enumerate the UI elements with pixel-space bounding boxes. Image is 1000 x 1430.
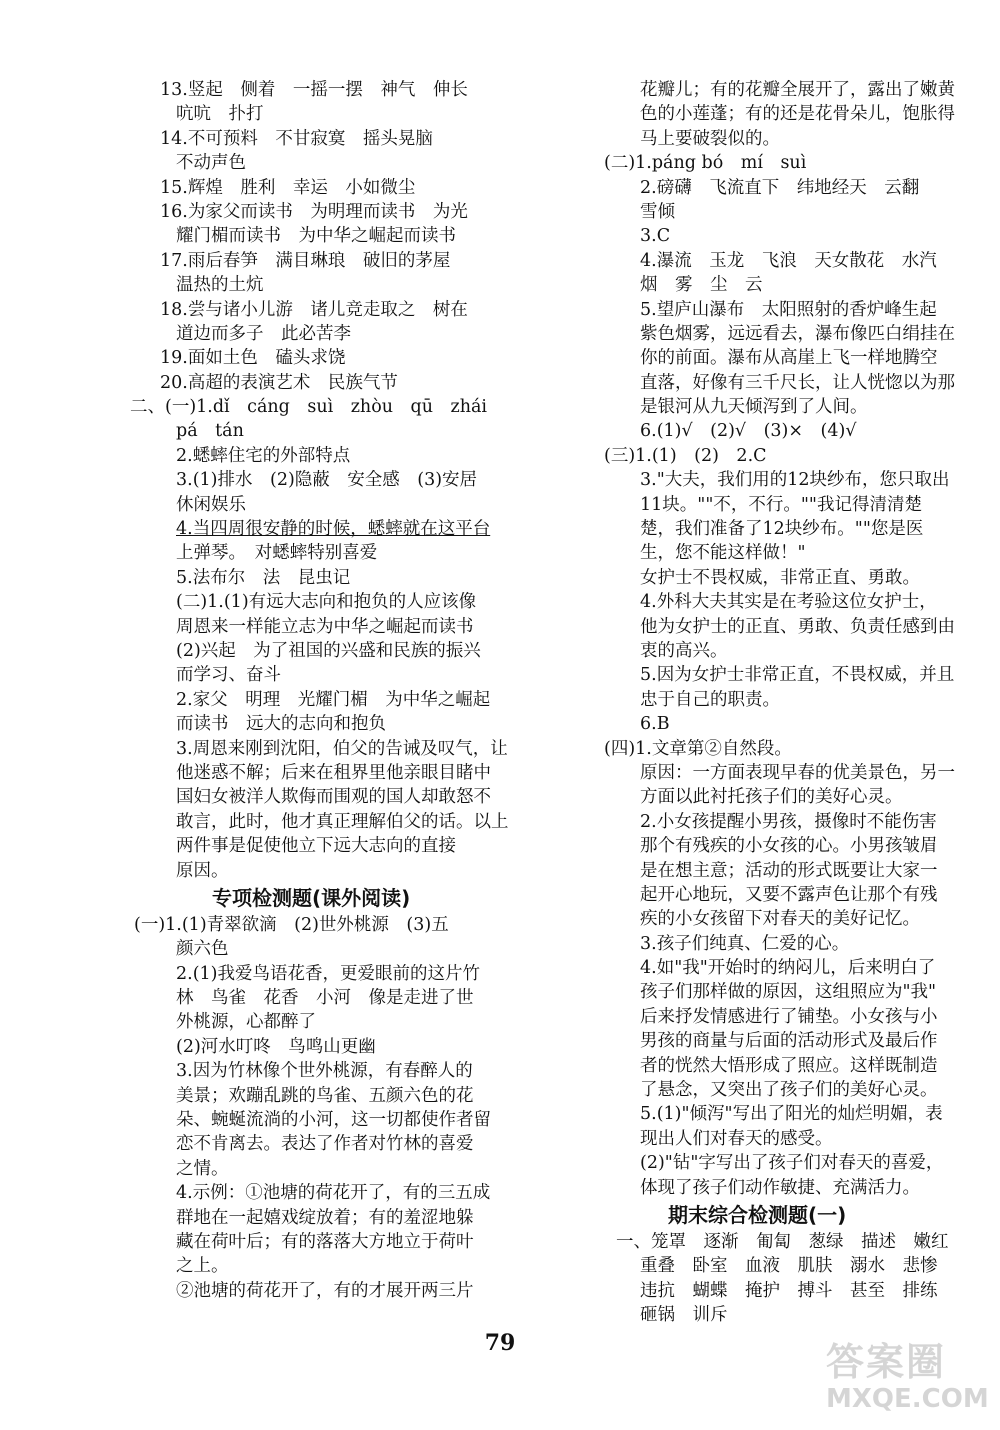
text-line: 色的小莲蓬；有的还是花骨朵儿，饱胀得 xyxy=(640,104,955,125)
text-line: 15.辉煌 胜利 幸运 小如微尘 xyxy=(160,177,416,198)
text-line: 忠于自己的职责。 xyxy=(640,689,780,710)
text-line: 恋不肯离去。表达了作者对竹林的喜爱 xyxy=(176,1134,474,1155)
text-line: 后来抒发情感进行了铺垫。小女孩与小 xyxy=(640,1006,938,1027)
text-line: 林 鸟雀 花香 小河 像是走进了世 xyxy=(176,988,474,1009)
text-line: 19.面如土色 磕头求饶 xyxy=(160,348,346,369)
text-line: 2.(1)我爱鸟语花香，更爱眼前的这片竹 xyxy=(176,963,480,984)
text-line: 4.示例：①池塘的荷花开了，有的三五成 xyxy=(176,1183,491,1204)
text-line: 雪倾 xyxy=(640,201,675,222)
text-line: 敢言，此时，他才真正理解伯父的话。以上 xyxy=(176,811,509,832)
page-number: 79 xyxy=(484,1330,516,1356)
text-line: 道边而多子 此必苦李 xyxy=(176,323,351,344)
text-line: 5.(1)"倾泻"写出了阳光的灿烂明媚，表 xyxy=(640,1104,943,1125)
text-line: 耀门楣而读书 为中华之崛起而读书 xyxy=(176,226,456,247)
text-line: (2)河水叮咚 鸟鸣山更幽 xyxy=(176,1036,376,1057)
text-line: (四)1.文章第②自然段。 xyxy=(604,738,792,759)
text-line: (2)兴起 为了祖国的兴盛和民族的振兴 xyxy=(176,640,481,661)
text-line: 温热的土炕 xyxy=(176,275,264,296)
text-line: 5.望庐山瀑布 太阳照射的香炉峰生起 xyxy=(640,299,937,320)
text-line: 3.(1)排水 (2)隐蔽 安全感 (3)安居 xyxy=(176,470,478,491)
text-line: 朵、蜿蜒流淌的小河，这一切都使作者留 xyxy=(176,1110,491,1131)
text-line: 3.周恩来刚到沈阳，伯父的告诫及叹气，让 xyxy=(176,738,508,759)
section-heading: 期末综合检测题(一) xyxy=(668,1202,847,1227)
watermark-logo xyxy=(826,1340,989,1424)
text-line: 衷的高兴。 xyxy=(640,640,728,661)
right-column xyxy=(604,78,984,1328)
text-line: 两件事是促使他立下远大志向的直接 xyxy=(176,836,456,857)
text-line: (2)"钻"字写出了孩子们对春天的喜爱， xyxy=(640,1153,944,1174)
text-line: ②池塘的荷花开了，有的才展开两三片 xyxy=(176,1280,474,1301)
text-line: 4.如"我"开始时的纳闷儿，后来明白了 xyxy=(640,958,936,979)
text-line: 那个有残疾的小女孩的心。小男孩皱眉 xyxy=(640,836,938,857)
text-line: 违抗 蝴蝶 掩护 搏斗 甚至 排练 xyxy=(640,1280,938,1301)
text-line: 方面以此衬托孩子们的美好心灵。 xyxy=(640,787,903,808)
text-line: 4.瀑流 玉龙 飞浪 天女散花 水汽 xyxy=(640,250,937,271)
text-line: 紫色烟雾，远远看去，瀑布像匹白绢挂在 xyxy=(640,323,955,344)
text-line: 6.(1)√ (2)√ (3)× (4)√ xyxy=(640,421,857,442)
text-line: (二)1.(1)有远大志向和抱负的人应该像 xyxy=(176,592,477,613)
text-line: 2.家父 明理 光耀门楣 为中华之崛起 xyxy=(176,689,491,710)
text-line: 6.B xyxy=(640,714,670,735)
text-line: 你的前面。瀑布从高崖上飞一样地腾空 xyxy=(640,348,938,369)
text-line: 美景；欢蹦乱跳的鸟雀、五颜六色的花 xyxy=(176,1085,474,1106)
text-line: 17.雨后春笋 满目琳琅 破旧的茅屋 xyxy=(160,250,451,271)
text-line: 花瓣儿；有的花瓣全展开了，露出了嫩黄 xyxy=(640,80,955,100)
text-line: 重叠 卧室 血液 肌肤 溺水 悲惨 xyxy=(640,1256,938,1277)
text-line: 周恩来一样能立志为中华之崛起而读书 xyxy=(176,616,474,637)
text-line: 11块。""不，不行。""我记得清清楚 xyxy=(640,494,922,515)
text-line: 休闲娱乐 xyxy=(176,494,246,515)
text-line: 不动声色 xyxy=(176,153,246,174)
text-line: 上弹琴。 对蟋蟀特别喜爱 xyxy=(176,543,378,564)
text-line: 之上。 xyxy=(176,1256,229,1277)
text-line: 4.外科大夫其实是在考验这位女护士， xyxy=(640,592,937,613)
text-line: 疾的小女孩留下对春天的美好记忆。 xyxy=(640,909,920,930)
text-line: (一)1.(1)青翠欲滴 (2)世外桃源 (3)五 xyxy=(134,914,449,935)
text-line: 男孩的商量与后面的活动形式及最后作 xyxy=(640,1031,938,1052)
text-line: 砸锅 训斥 xyxy=(640,1305,728,1326)
text-line: 一、笼罩 逐渐 匍匐 葱绿 描述 嫩红 xyxy=(616,1231,949,1252)
text-line: 之情。 xyxy=(176,1158,229,1179)
text-line: 起开心地玩，又要不露声色让那个有残 xyxy=(640,884,938,905)
text-line: (三)1.(1) (2) 2.C xyxy=(604,445,767,466)
text-line: 楚，我们准备了12块纱布。""您是医 xyxy=(640,519,924,540)
text-line: 而读书 远大的志向和抱负 xyxy=(176,714,386,735)
text-line: 而学习、奋斗 xyxy=(176,665,281,686)
text-line: 女护士不畏权威，非常正直、勇敢。 xyxy=(640,567,920,588)
text-line: 14.不可预料 不甘寂寞 摇头晃脑 xyxy=(160,128,433,149)
text-line: 20.高超的表演艺术 民族气节 xyxy=(160,372,398,393)
text-line: 3."大夫，我们用的12块纱布，您只取出 xyxy=(640,470,950,491)
text-line: 5.法布尔 法 昆虫记 xyxy=(176,567,351,588)
text-line: 国妇女被洋人欺侮而围观的国人却敢怒不 xyxy=(176,787,491,808)
text-line: 直落，好像有三千尺长，让人恍惚以为那 xyxy=(640,372,955,393)
text-line: 马上要破裂似的。 xyxy=(640,128,780,149)
text-line: 二、(一)1.dǐ cáng suì zhòu qū zhái xyxy=(130,397,487,418)
text-line: 3.孩子们纯真、仁爱的心。 xyxy=(640,933,850,954)
text-line: 原因。 xyxy=(176,860,229,881)
text-line: 藏在荷叶后；有的落落大方地立于荷叶 xyxy=(176,1231,474,1252)
text-line: 2.蟋蟀住宅的外部特点 xyxy=(176,445,351,466)
text-line: 生，您不能这样做！" xyxy=(640,543,806,564)
text-line: 了悬念，又突出了孩子们的美好心灵。 xyxy=(640,1080,938,1101)
text-line: 他为女护士的正直、勇敢、负责任感到由 xyxy=(640,616,955,637)
text-line: 16.为家父而读书 为明理而读书 为光 xyxy=(160,201,468,222)
text-line: 3.因为竹林像个世外桃源，有春醉人的 xyxy=(176,1061,473,1082)
watermark-title: 答案圈 xyxy=(826,1340,947,1384)
text-line: 体现了孩子们动作敏捷、充满活力。 xyxy=(640,1177,920,1198)
text-line: 是银河从九天倾泻到了人间。 xyxy=(640,397,868,418)
section-heading: 专项检测题(课外阅读) xyxy=(212,885,411,910)
text-line: 外桃源，心都醉了 xyxy=(176,1012,316,1033)
text-line: 是在想主意；活动的形式既要让大家一 xyxy=(640,860,938,881)
text-line: 3.C xyxy=(640,226,671,247)
text-line: 颜六色 xyxy=(176,939,229,960)
left-column xyxy=(130,78,540,1303)
text-line: 烟 雾 尘 云 xyxy=(640,275,763,296)
text-line: 5.因为女护士非常正直，不畏权威，并且 xyxy=(640,665,955,686)
text-line: 4.当四周很安静的时候，蟋蟀就在这平台 xyxy=(176,519,491,540)
text-line: 者的恍然大悟形成了照应。这样既制造 xyxy=(640,1055,938,1076)
text-line: 18.尝与诸小儿游 诸儿竞走取之 树在 xyxy=(160,299,468,320)
text-line: 13.竖起 侧着 一摇一摆 神气 伸长 xyxy=(160,80,468,100)
text-line: 2.磅礴 飞流直下 纬地经天 云翻 xyxy=(640,177,920,198)
text-line: 2.小女孩提醒小男孩，摄像时不能伤害 xyxy=(640,811,937,832)
text-line: 吭吭 扑打 xyxy=(176,104,264,125)
text-line: 群地在一起嬉戏绽放着；有的羞涩地躲 xyxy=(176,1207,474,1228)
text-line: 他迷惑不解；后来在租界里他亲眼目睹中 xyxy=(176,762,491,783)
text-line: pá tán xyxy=(176,421,244,442)
text-line: (二)1.páng bó mí suì xyxy=(604,153,807,174)
watermark-url: MXQE.COM xyxy=(826,1384,989,1414)
text-line: 原因：一方面表现早春的优美景色，另一 xyxy=(640,762,955,783)
text-line: 孩子们那样做的原因，这组照应为"我" xyxy=(640,982,937,1003)
text-line: 现出人们对春天的感受。 xyxy=(640,1128,833,1149)
